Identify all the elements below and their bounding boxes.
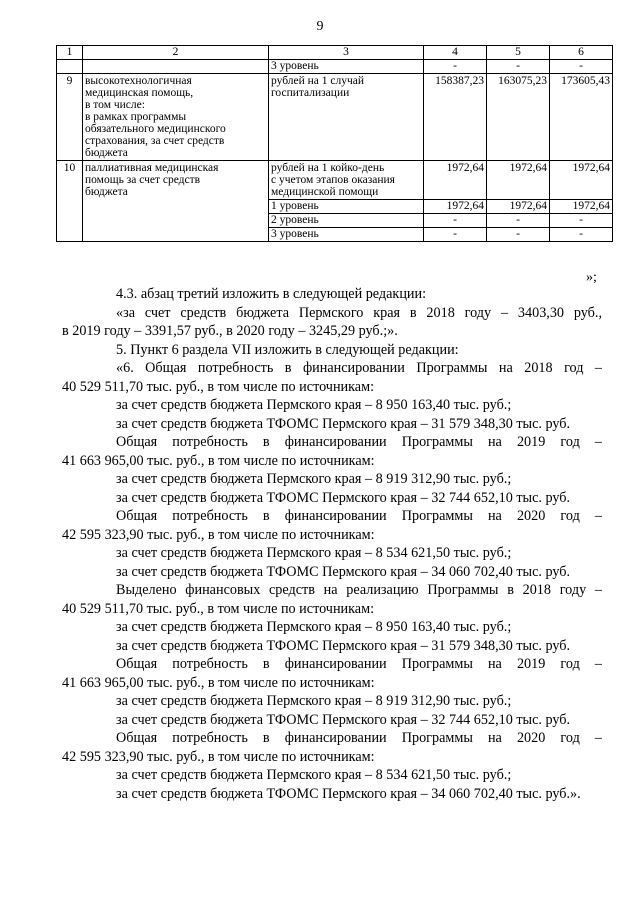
- body-paragraph: за счет средств бюджета ТФОМС Пермского края – 34 060 702,40 тыс. руб.».: [116, 785, 581, 802]
- page-number: 9: [316, 19, 324, 34]
- value-2019: 1972,64: [487, 200, 550, 214]
- row-number: 10: [57, 161, 83, 242]
- table-header-cell: 6: [550, 46, 613, 60]
- table-header-cell: 5: [487, 46, 550, 60]
- level-cell: 1 уровень: [269, 200, 424, 214]
- unit-line: рублей на 1 койко-день: [271, 162, 385, 174]
- body-paragraph: 42 595 323,90 тыс. руб., в том числе по источникам:: [62, 748, 375, 765]
- body-paragraph: 42 595 323,90 тыс. руб., в том числе по источникам:: [62, 526, 375, 543]
- table-cell: [57, 60, 83, 74]
- care-type-line: бюджета: [85, 147, 128, 159]
- table-cell: [83, 60, 269, 74]
- body-paragraph: 40 529 511,70 тыс. руб., в том числе по источникам:: [62, 600, 375, 617]
- body-paragraph: Общая потребность в финансировании Программы на 2019 год –: [116, 656, 602, 672]
- table-row: [57, 60, 613, 74]
- body-paragraph: «6. Общая потребность в финансировании Программы на 2018 год –: [116, 360, 602, 376]
- value-2018: 1972,64: [424, 200, 487, 214]
- unit-cell: [269, 74, 424, 161]
- value-2020: -: [550, 228, 613, 242]
- body-paragraph: 40 529 511,70 тыс. руб., в том числе по источникам:: [62, 378, 375, 395]
- body-paragraph: Общая потребность в финансировании Программы на 2020 год –: [116, 508, 602, 524]
- body-paragraph: в 2019 году – 3391,57 руб., в 2020 году – 3245,29 руб.;».: [62, 323, 398, 339]
- value-2018: 158387,23: [424, 74, 487, 161]
- value-2020: 1972,64: [550, 161, 613, 200]
- row-number: 9: [57, 74, 83, 161]
- body-paragraph: за счет средств бюджета ТФОМС Пермского края – 31 579 348,30 тыс. руб.: [116, 415, 571, 432]
- value-2018: -: [424, 214, 487, 228]
- body-paragraph: за счет средств бюджета ТФОМС Пермского края – 32 744 652,10 тыс. руб.: [116, 489, 571, 506]
- care-type-line: помощь за счет средств: [85, 174, 201, 186]
- care-type-cell: [83, 161, 269, 242]
- body-paragraph: 41 663 965,00 тыс. руб., в том числе по источникам:: [62, 452, 375, 469]
- body-paragraph: за счет средств бюджета Пермского края – 8 534 621,50 тыс. руб.;: [116, 545, 512, 561]
- care-type-line: в том числе:: [85, 99, 145, 111]
- care-type-line: в рамках программы: [85, 111, 187, 123]
- value-2019: -: [487, 228, 550, 242]
- table-cell: 3 уровень: [269, 60, 424, 74]
- body-paragraph: за счет средств бюджета ТФОМС Пермского края – 34 060 702,40 тыс. руб.: [116, 563, 571, 580]
- table-row: [57, 74, 613, 161]
- value-2020: 1972,64: [550, 200, 613, 214]
- body-paragraph: Выделено финансовых средств на реализацию Программы в 2018 году –: [116, 582, 602, 598]
- unit-line: рублей на 1 случай: [271, 75, 365, 87]
- unit-line: медицинской помощи: [271, 186, 379, 198]
- table-header-cell: 1: [57, 46, 83, 60]
- unit-line: с учетом этапов оказания: [271, 174, 395, 186]
- care-type-line: паллиативная медицинская: [85, 162, 219, 174]
- body-paragraph: 41 663 965,00 тыс. руб., в том числе по источникам:: [62, 674, 375, 691]
- body-paragraph: Общая потребность в финансировании Программы на 2019 год –: [116, 434, 602, 450]
- table-header-cell: 3: [269, 46, 424, 60]
- body-paragraph: Общая потребность в финансировании Программы на 2020 год –: [116, 730, 602, 746]
- body-paragraph: за счет средств бюджета ТФОМС Пермского края – 31 579 348,30 тыс. руб.: [116, 637, 571, 654]
- document-body: [62, 285, 602, 803]
- table-cell: -: [424, 60, 487, 74]
- body-paragraph: за счет средств бюджета Пермского края – 8 534 621,50 тыс. руб.;: [116, 767, 512, 783]
- table-row: [57, 161, 613, 200]
- value-2019: 163075,23: [487, 74, 550, 161]
- care-type-line: страхования, за счет средств: [85, 135, 225, 147]
- table-cell: -: [550, 60, 613, 74]
- body-paragraph: за счет средств бюджета ТФОМС Пермского края – 32 744 652,10 тыс. руб.: [116, 711, 571, 728]
- table-cell: -: [487, 60, 550, 74]
- body-paragraph: за счет средств бюджета Пермского края – 8 919 312,90 тыс. руб.;: [116, 471, 512, 487]
- value-2018: 1972,64: [424, 161, 487, 200]
- table-header-cell: 4: [424, 46, 487, 60]
- value-2020: -: [550, 214, 613, 228]
- value-2019: 1972,64: [487, 161, 550, 200]
- body-paragraph: 4.3. абзац третий изложить в следующей редакции:: [116, 286, 427, 302]
- tariff-table: [56, 45, 613, 242]
- level-cell: 2 уровень: [269, 214, 424, 228]
- value-2018: -: [424, 228, 487, 242]
- care-type-line: медицинская помощь,: [85, 87, 194, 99]
- care-type-cell: [83, 74, 269, 161]
- body-paragraph: за счет средств бюджета Пермского края – 8 950 163,40 тыс. руб.;: [116, 397, 512, 413]
- care-type-line: обязательного медицинского: [85, 123, 226, 135]
- body-paragraph: за счет средств бюджета Пермского края – 8 919 312,90 тыс. руб.;: [116, 693, 512, 709]
- unit-cell: [269, 161, 424, 200]
- value-2020: 173605,43: [550, 74, 613, 161]
- body-paragraph: за счет средств бюджета Пермского края – 8 950 163,40 тыс. руб.;: [116, 619, 512, 635]
- closing-quote: »;: [586, 270, 597, 285]
- care-type-line: бюджета: [85, 186, 128, 198]
- care-type-line: высокотехнологичная: [85, 75, 192, 87]
- table-header-cell: 2: [83, 46, 269, 60]
- table-header-row: [57, 46, 613, 60]
- body-paragraph: «за счет средств бюджета Пермского края в 2018 году – 3403,30 руб.,: [116, 304, 602, 321]
- level-cell: 3 уровень: [269, 228, 424, 242]
- unit-line: госпитализации: [271, 87, 350, 99]
- value-2019: -: [487, 214, 550, 228]
- body-paragraph: 5. Пункт 6 раздела VII изложить в следующей редакции:: [116, 341, 459, 358]
